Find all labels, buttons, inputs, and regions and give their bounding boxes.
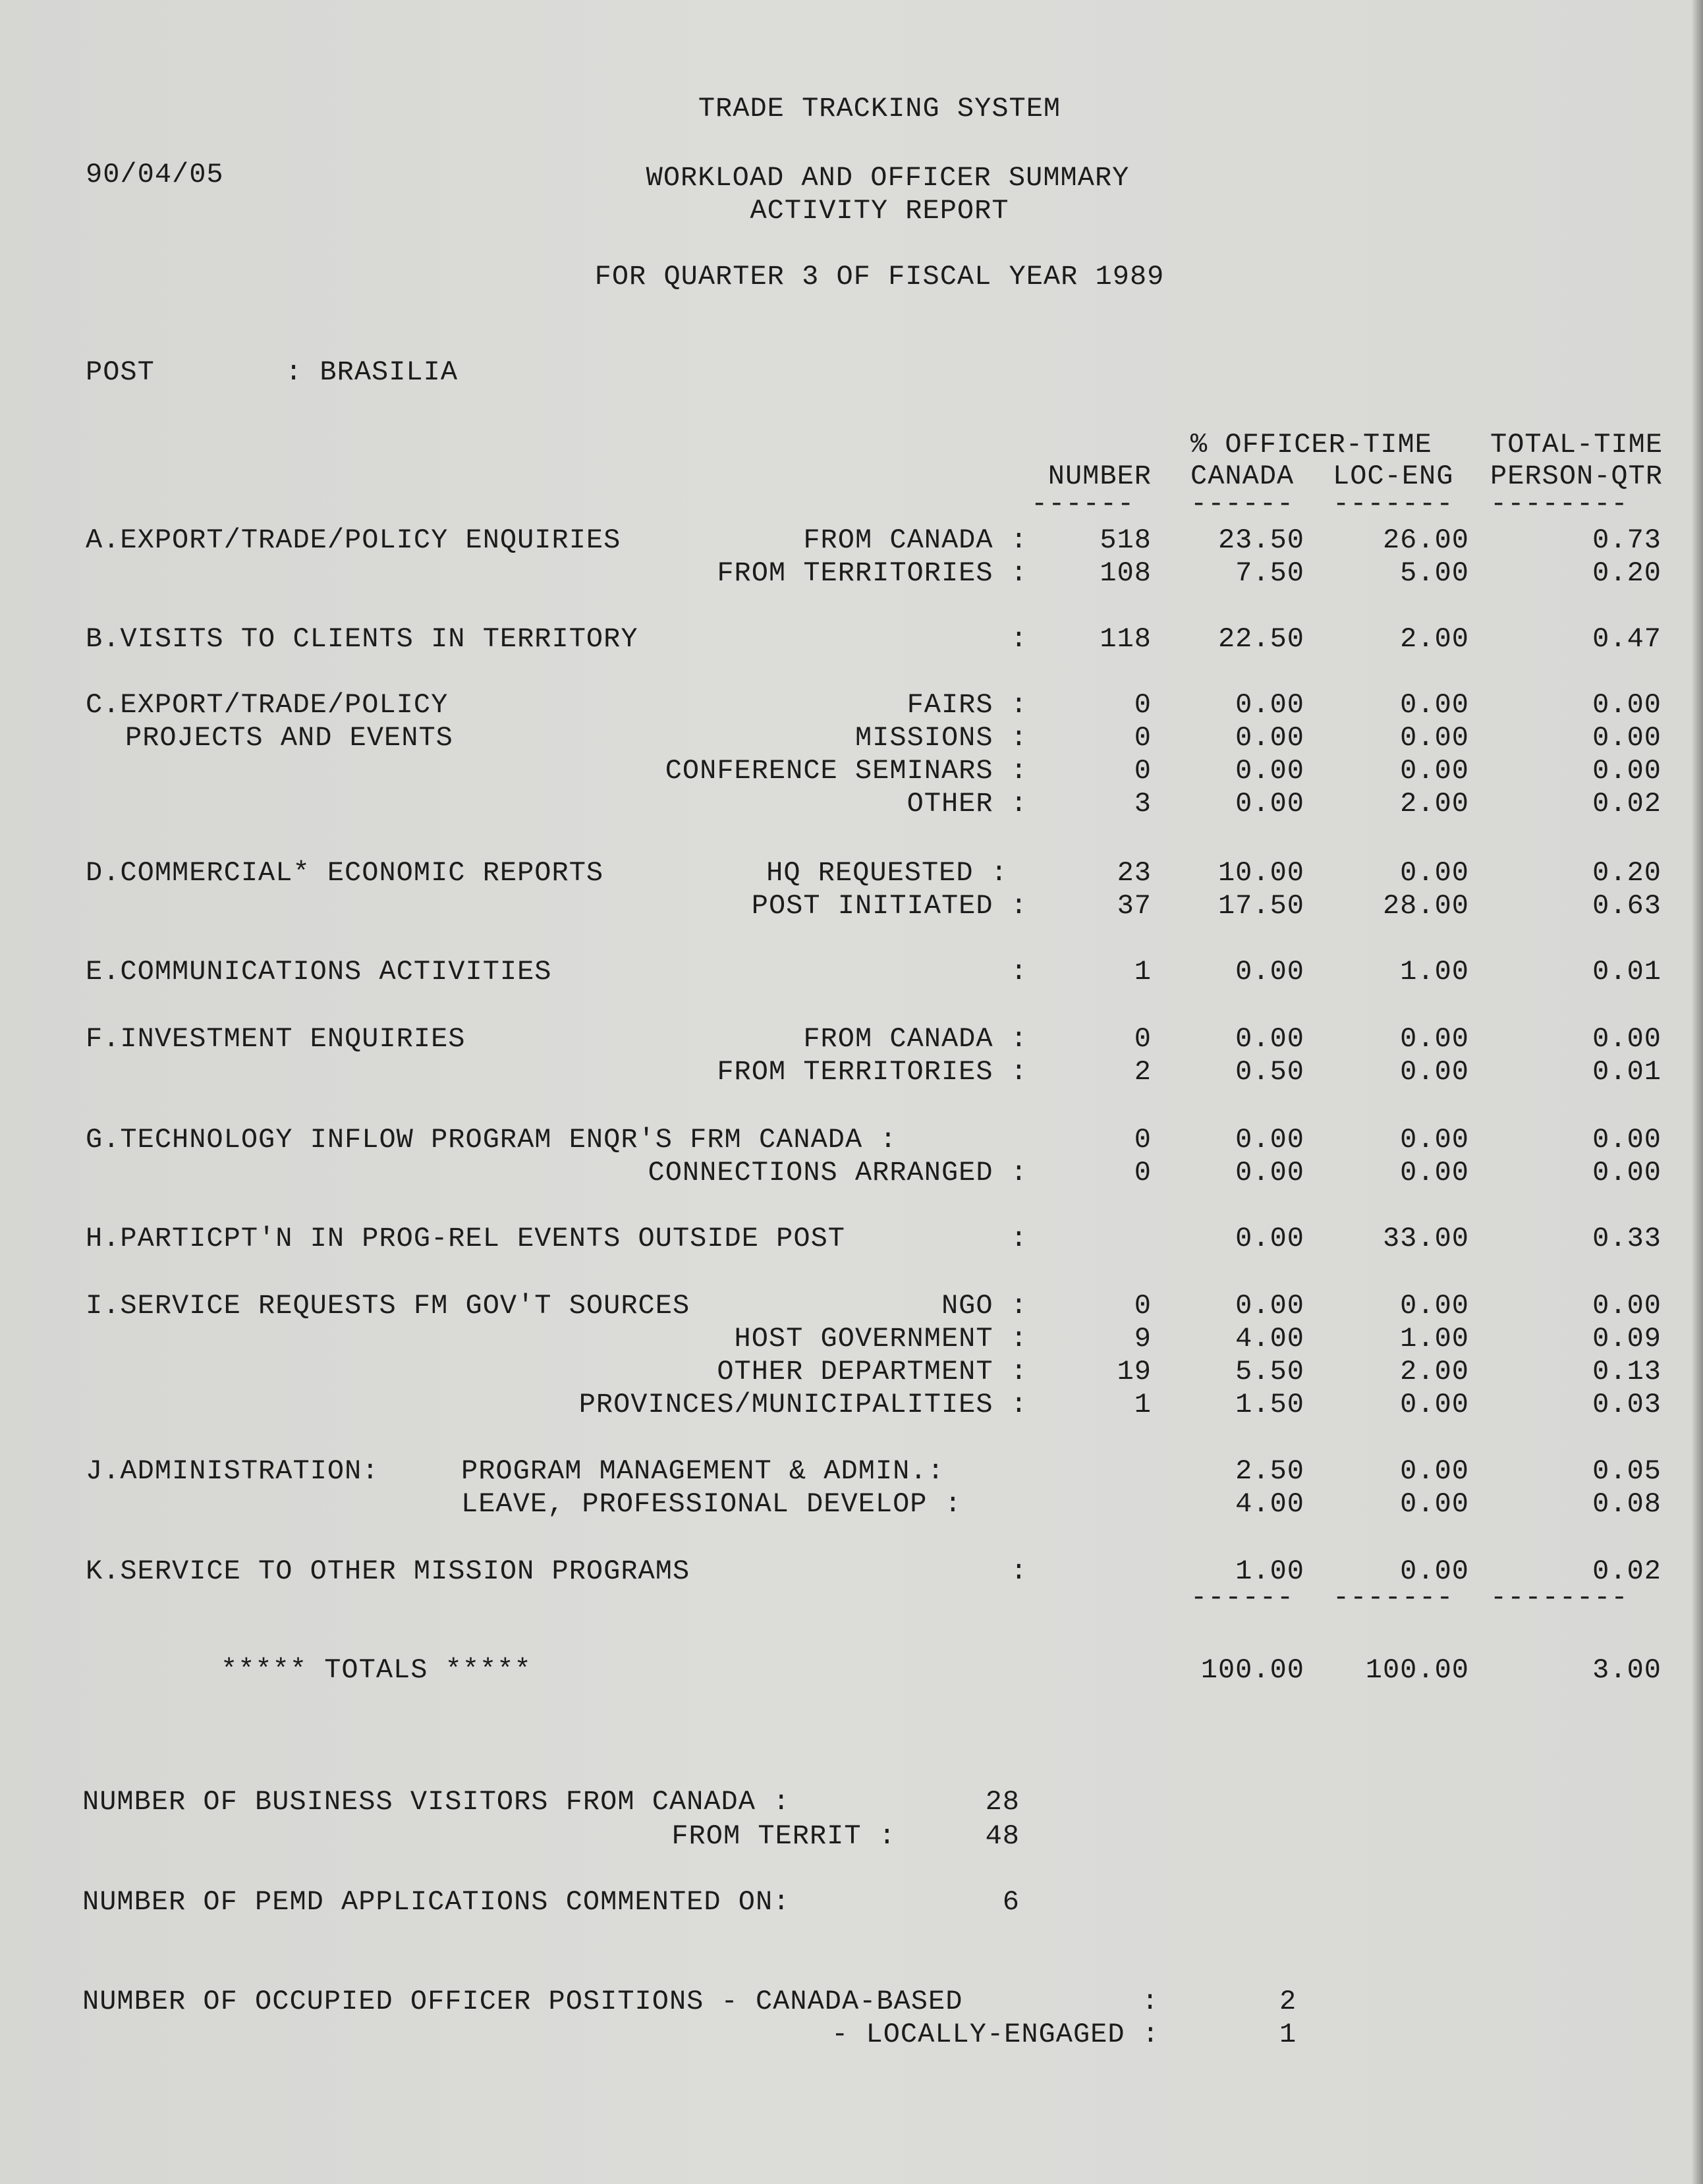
loc-eng-underline: ------- [1333, 488, 1454, 520]
j-sub-program: PROGRAM MANAGEMENT & ADMIN.: [461, 1455, 945, 1487]
i-host-number: 9 [1134, 1323, 1152, 1355]
i-other-pct-loc: 2.00 [1400, 1356, 1469, 1387]
section-f-label: F.INVESTMENT ENQUIRIES [86, 1023, 466, 1055]
i-other-pct-canada: 5.50 [1235, 1356, 1304, 1387]
g-canada-pct-loc: 0.00 [1400, 1124, 1469, 1156]
h-colon: : [1010, 1223, 1028, 1254]
d-post-pct-canada: 17.50 [1217, 890, 1304, 922]
i-sub-other: OTHER DEPARTMENT : [717, 1356, 1028, 1387]
i-ngo-number: 0 [1134, 1290, 1152, 1322]
system-title: TRADE TRACKING SYSTEM [698, 93, 1061, 125]
c-sub-fairs: FAIRS : [907, 689, 1028, 721]
totals-underline-pq: -------- [1490, 1582, 1629, 1613]
c-conf-number: 0 [1134, 755, 1152, 787]
totals-underline-loc: ------- [1333, 1582, 1454, 1613]
c-conf-pct-canada: 0.00 [1235, 755, 1304, 787]
report-period: FOR QUARTER 3 OF FISCAL YEAR 1989 [594, 261, 1165, 293]
j-prog-pct-canada: 2.50 [1235, 1455, 1304, 1487]
positions-canada-label: NUMBER OF OCCUPIED OFFICER POSITIONS - CANADA-BASED [82, 1986, 963, 2017]
visitors-canada-label: NUMBER OF BUSINESS VISITORS FROM CANADA : [82, 1786, 791, 1818]
i-sub-ngo: NGO : [941, 1290, 1028, 1322]
c-fairs-pct-canada: 0.00 [1235, 689, 1304, 721]
j-leave-person-qtr: 0.08 [1592, 1488, 1661, 1520]
a-terr-pct-loc: 5.00 [1400, 557, 1469, 589]
i-sub-host: HOST GOVERNMENT : [734, 1323, 1028, 1355]
total-time-header: TOTAL-TIME [1490, 429, 1663, 461]
a-sub-canada: FROM CANADA : [803, 524, 1028, 556]
d-post-number: 37 [1117, 890, 1152, 922]
i-ngo-pct-canada: 0.00 [1235, 1290, 1304, 1322]
j-leave-pct-canada: 4.00 [1235, 1488, 1304, 1520]
post-value: : BRASILIA [285, 356, 459, 388]
c-conf-person-qtr: 0.00 [1592, 755, 1661, 787]
h-person-qtr: 0.33 [1592, 1223, 1661, 1254]
f-canada-pct-loc: 0.00 [1400, 1023, 1469, 1055]
g-conn-number: 0 [1134, 1157, 1152, 1189]
j-prog-person-qtr: 0.05 [1592, 1455, 1661, 1487]
section-h-label: H.PARTICPT'N IN PROG-REL EVENTS OUTSIDE POST [86, 1223, 845, 1254]
report-title: WORKLOAD AND OFFICER SUMMARY [646, 162, 1130, 194]
totals-label: ***** TOTALS ***** [221, 1654, 532, 1686]
f-terr-number: 2 [1134, 1056, 1152, 1088]
a-canada-number: 518 [1100, 524, 1152, 556]
visitors-terr-value: 48 [985, 1820, 1020, 1852]
d-hq-person-qtr: 0.20 [1592, 857, 1661, 889]
d-post-pct-loc: 28.00 [1382, 890, 1469, 922]
j-sub-leave: LEAVE, PROFESSIONAL DEVELOP : [461, 1488, 962, 1520]
i-ngo-pct-loc: 0.00 [1400, 1290, 1469, 1322]
loc-eng-header: LOC-ENG [1333, 461, 1454, 492]
f-terr-person-qtr: 0.01 [1592, 1056, 1661, 1088]
g-canada-pct-canada: 0.00 [1235, 1124, 1304, 1156]
c-conf-pct-loc: 0.00 [1400, 755, 1469, 787]
f-sub-territories: FROM TERRITORIES : [717, 1056, 1028, 1088]
c-sub-conference: CONFERENCE SEMINARS : [665, 755, 1028, 787]
h-pct-loc: 33.00 [1382, 1223, 1469, 1254]
b-person-qtr: 0.47 [1592, 623, 1661, 655]
i-host-person-qtr: 0.09 [1592, 1323, 1661, 1355]
b-pct-loc: 2.00 [1400, 623, 1469, 655]
a-canada-pct-canada: 23.50 [1217, 524, 1304, 556]
b-pct-canada: 22.50 [1217, 623, 1304, 655]
a-terr-number: 108 [1100, 557, 1152, 589]
g-canada-person-qtr: 0.00 [1592, 1124, 1661, 1156]
f-canada-pct-canada: 0.00 [1235, 1023, 1304, 1055]
officer-time-header: % OFFICER-TIME [1190, 429, 1432, 461]
d-hq-number: 23 [1117, 857, 1152, 889]
j-leave-pct-loc: 0.00 [1400, 1488, 1469, 1520]
c-missions-person-qtr: 0.00 [1592, 722, 1661, 754]
c-other-person-qtr: 0.02 [1592, 788, 1661, 820]
i-host-pct-canada: 4.00 [1235, 1323, 1304, 1355]
b-colon: : [1010, 623, 1028, 655]
positions-canada-value: 2 [1279, 1986, 1297, 2017]
d-post-person-qtr: 0.63 [1592, 890, 1661, 922]
k-colon: : [1010, 1555, 1028, 1587]
c-fairs-person-qtr: 0.00 [1592, 689, 1661, 721]
c-sub-other: OTHER : [907, 788, 1028, 820]
i-sub-provinces: PROVINCES/MUNICIPALITIES : [578, 1389, 1028, 1420]
a-sub-territories: FROM TERRITORIES : [717, 557, 1028, 589]
section-c-label: C.EXPORT/TRADE/POLICY [86, 689, 449, 721]
f-terr-pct-loc: 0.00 [1400, 1056, 1469, 1088]
c-fairs-pct-loc: 0.00 [1400, 689, 1469, 721]
k-person-qtr: 0.02 [1592, 1555, 1661, 1587]
c-other-number: 3 [1134, 788, 1152, 820]
report-subtitle: ACTIVITY REPORT [750, 195, 1009, 227]
person-qtr-underline: -------- [1490, 488, 1629, 520]
post-label: POST [86, 356, 155, 388]
k-pct-canada: 1.00 [1235, 1555, 1304, 1587]
g-conn-pct-loc: 0.00 [1400, 1157, 1469, 1189]
c-missions-number: 0 [1134, 722, 1152, 754]
totals-pct-canada: 100.00 [1200, 1654, 1304, 1686]
visitors-canada-value: 28 [985, 1786, 1020, 1818]
e-pct-loc: 1.00 [1400, 956, 1469, 988]
a-canada-pct-loc: 26.00 [1382, 524, 1469, 556]
g-sub-connections: CONNECTIONS ARRANGED : [648, 1157, 1028, 1189]
f-canada-person-qtr: 0.00 [1592, 1023, 1661, 1055]
c-sub-missions: MISSIONS : [854, 722, 1028, 754]
canada-header: CANADA [1190, 461, 1295, 492]
a-terr-pct-canada: 7.50 [1235, 557, 1304, 589]
f-sub-canada: FROM CANADA : [803, 1023, 1028, 1055]
g-canada-number: 0 [1134, 1124, 1152, 1156]
e-person-qtr: 0.01 [1592, 956, 1661, 988]
section-g-label: G.TECHNOLOGY INFLOW PROGRAM ENQR'S FRM CANADA : [86, 1124, 897, 1156]
section-e-label: E.COMMUNICATIONS ACTIVITIES [86, 956, 552, 988]
e-number: 1 [1134, 956, 1152, 988]
c-missions-pct-canada: 0.00 [1235, 722, 1304, 754]
j-prog-pct-loc: 0.00 [1400, 1455, 1469, 1487]
visitors-terr-label: FROM TERRIT : [671, 1820, 896, 1852]
c-other-pct-canada: 0.00 [1235, 788, 1304, 820]
i-other-person-qtr: 0.13 [1592, 1356, 1661, 1387]
i-host-pct-loc: 1.00 [1400, 1323, 1469, 1355]
d-sub-post: POST INITIATED : [751, 890, 1028, 922]
report-date: 90/04/05 [86, 159, 224, 190]
c-other-pct-loc: 2.00 [1400, 788, 1469, 820]
i-prov-number: 1 [1134, 1389, 1152, 1420]
totals-pct-loc: 100.00 [1365, 1654, 1469, 1686]
pemd-label: NUMBER OF PEMD APPLICATIONS COMMENTED ON: [82, 1886, 791, 1918]
d-hq-pct-loc: 0.00 [1400, 857, 1469, 889]
section-b-label: B.VISITS TO CLIENTS IN TERRITORY [86, 623, 638, 655]
d-hq-pct-canada: 10.00 [1217, 857, 1304, 889]
f-terr-pct-canada: 0.50 [1235, 1056, 1304, 1088]
section-d-label: D.COMMERCIAL* ECONOMIC REPORTS [86, 857, 604, 889]
b-number: 118 [1100, 623, 1152, 655]
a-terr-person-qtr: 0.20 [1592, 557, 1661, 589]
number-underline: ------ [1031, 488, 1135, 520]
e-pct-canada: 0.00 [1235, 956, 1304, 988]
i-prov-pct-loc: 0.00 [1400, 1389, 1469, 1420]
k-pct-loc: 0.00 [1400, 1555, 1469, 1587]
pemd-value: 6 [1002, 1886, 1020, 1918]
i-other-number: 19 [1117, 1356, 1152, 1387]
totals-person-qtr: 3.00 [1592, 1654, 1661, 1686]
canada-underline: ------ [1190, 488, 1295, 520]
section-i-label: I.SERVICE REQUESTS FM GOV'T SOURCES [86, 1290, 690, 1322]
e-colon: : [1010, 956, 1028, 988]
i-prov-pct-canada: 1.50 [1235, 1389, 1304, 1420]
i-ngo-person-qtr: 0.00 [1592, 1290, 1661, 1322]
section-a-label: A.EXPORT/TRADE/POLICY ENQUIRIES [86, 524, 621, 556]
number-header: NUMBER [1047, 461, 1152, 492]
person-qtr-header: PERSON-QTR [1490, 461, 1663, 492]
totals-underline-canada: ------ [1190, 1582, 1295, 1613]
positions-local-value: 1 [1279, 2019, 1297, 2050]
g-conn-person-qtr: 0.00 [1592, 1157, 1661, 1189]
c-missions-pct-loc: 0.00 [1400, 722, 1469, 754]
section-j-label: J.ADMINISTRATION: [86, 1455, 379, 1487]
i-prov-person-qtr: 0.03 [1592, 1389, 1661, 1420]
f-canada-number: 0 [1134, 1023, 1152, 1055]
g-conn-pct-canada: 0.00 [1235, 1157, 1304, 1189]
positions-local-label: - LOCALLY-ENGAGED : [831, 2019, 1159, 2050]
c-fairs-number: 0 [1134, 689, 1152, 721]
positions-canada-colon: : [1142, 1986, 1159, 2017]
section-k-label: K.SERVICE TO OTHER MISSION PROGRAMS [86, 1555, 690, 1587]
a-canada-person-qtr: 0.73 [1592, 524, 1661, 556]
h-pct-canada: 0.00 [1235, 1223, 1304, 1254]
d-sub-hq: HQ REQUESTED : [766, 857, 1008, 889]
section-c-label-2: PROJECTS AND EVENTS [125, 722, 453, 754]
